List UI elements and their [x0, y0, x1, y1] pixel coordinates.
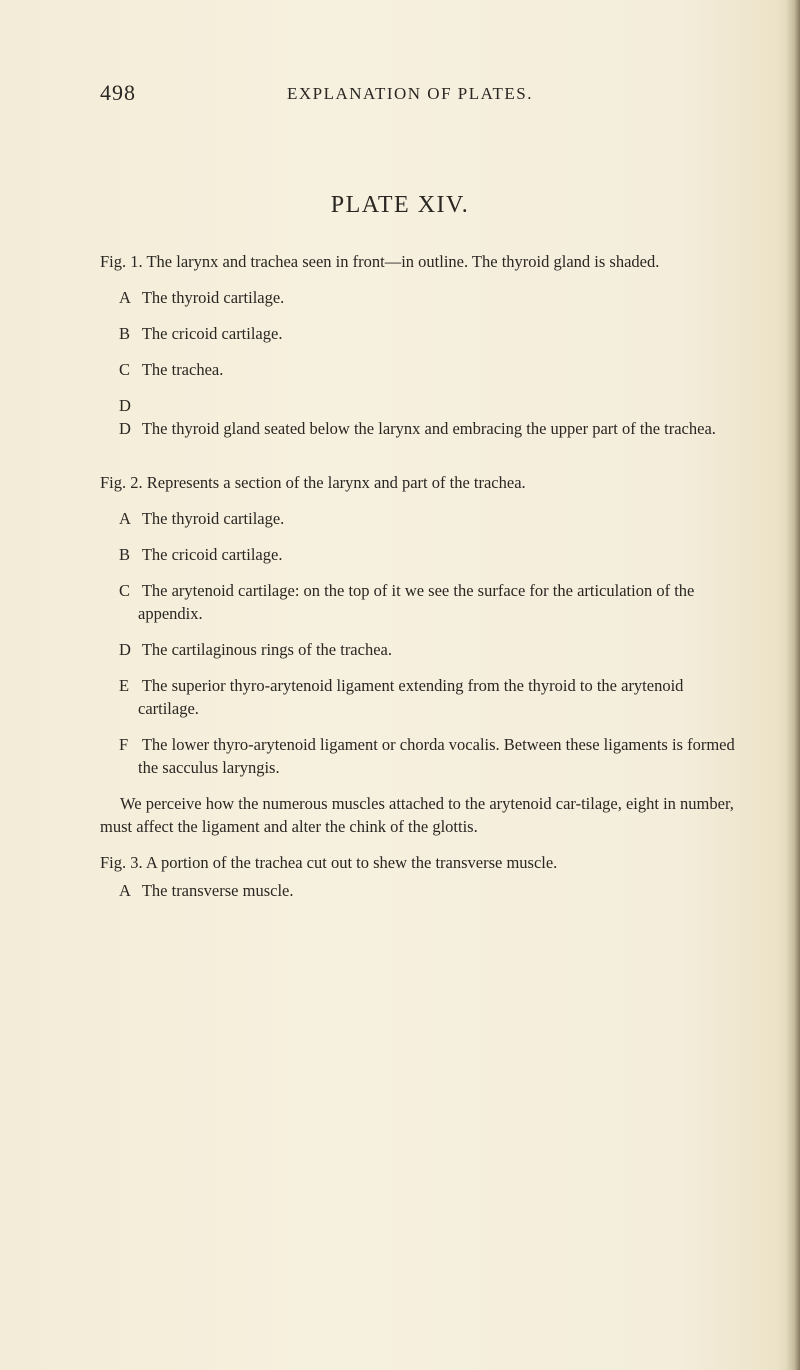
legend-item [100, 879, 740, 902]
legend-key: A [119, 509, 131, 528]
legend-key: F [119, 735, 129, 754]
legend-text: The cricoid cartilage. [141, 324, 283, 343]
figure-heading: Fig. 1. The larynx and trachea seen in front—in outline. The thyroid gland is shaded. [100, 252, 660, 271]
plate-title: PLATE XIV. [330, 192, 470, 218]
page-number: 498 [100, 80, 136, 105]
legend-key: C [119, 581, 131, 600]
legend-item [100, 543, 740, 566]
figure-heading: Fig. 3. A portion of the trachea cut out to shew the transverse muscle. [100, 853, 558, 872]
legend-key: A [119, 288, 131, 307]
section-gap [100, 453, 740, 471]
commentary-paragraph: We perceive how the numerous muscles attached to the arytenoid car-tilage, eight in number, must affect the ligament and alter the chink of the glottis. [100, 794, 734, 836]
figure-1-section [100, 250, 740, 440]
figure-3-section [100, 851, 740, 902]
legend-text: The lower thyro-arytenoid ligament or chorda vocalis. Between these ligaments is formed the sacculus laryngis. [138, 735, 735, 777]
legend-item [100, 322, 740, 345]
legend-item [100, 394, 740, 440]
plate-explanation [100, 250, 740, 915]
figure-heading: Fig. 2. Represents a section of the larynx and part of the trachea. [100, 473, 526, 492]
legend-text: The trachea. [141, 360, 224, 379]
legend-key: D D [119, 396, 131, 438]
running-head [0, 80, 800, 110]
legend-key: C [119, 360, 131, 379]
legend-item [100, 358, 740, 381]
legend-text: The arytenoid cartilage: on the top of it we see the surface for the articulation of the appendix. [138, 581, 695, 623]
legend-key: B [119, 324, 131, 343]
running-title: EXPLANATION OF PLATES. [287, 84, 533, 103]
legend-key: A [119, 881, 131, 900]
legend-key: E [119, 676, 130, 695]
legend-item [100, 674, 740, 720]
legend-text: The thyroid cartilage. [141, 509, 285, 528]
legend-text: The thyroid gland seated below the larynx and embracing the upper part of the trachea. [141, 419, 716, 438]
legend-text: The cricoid cartilage. [141, 545, 283, 564]
legend-text: The transverse muscle. [141, 881, 294, 900]
legend-item [100, 579, 740, 625]
legend-text: The superior thyro-arytenoid ligament extending from the thyroid to the arytenoid cartilage. [138, 676, 684, 718]
legend-key: B [119, 545, 131, 564]
legend-item [100, 638, 740, 661]
figure-2-section [100, 471, 740, 838]
legend-text: The cartilaginous rings of the trachea. [141, 640, 392, 659]
legend-item [100, 286, 740, 309]
legend-text: The thyroid cartilage. [141, 288, 285, 307]
legend-item [100, 733, 740, 779]
legend-key: D [119, 640, 131, 659]
legend-item [100, 507, 740, 530]
